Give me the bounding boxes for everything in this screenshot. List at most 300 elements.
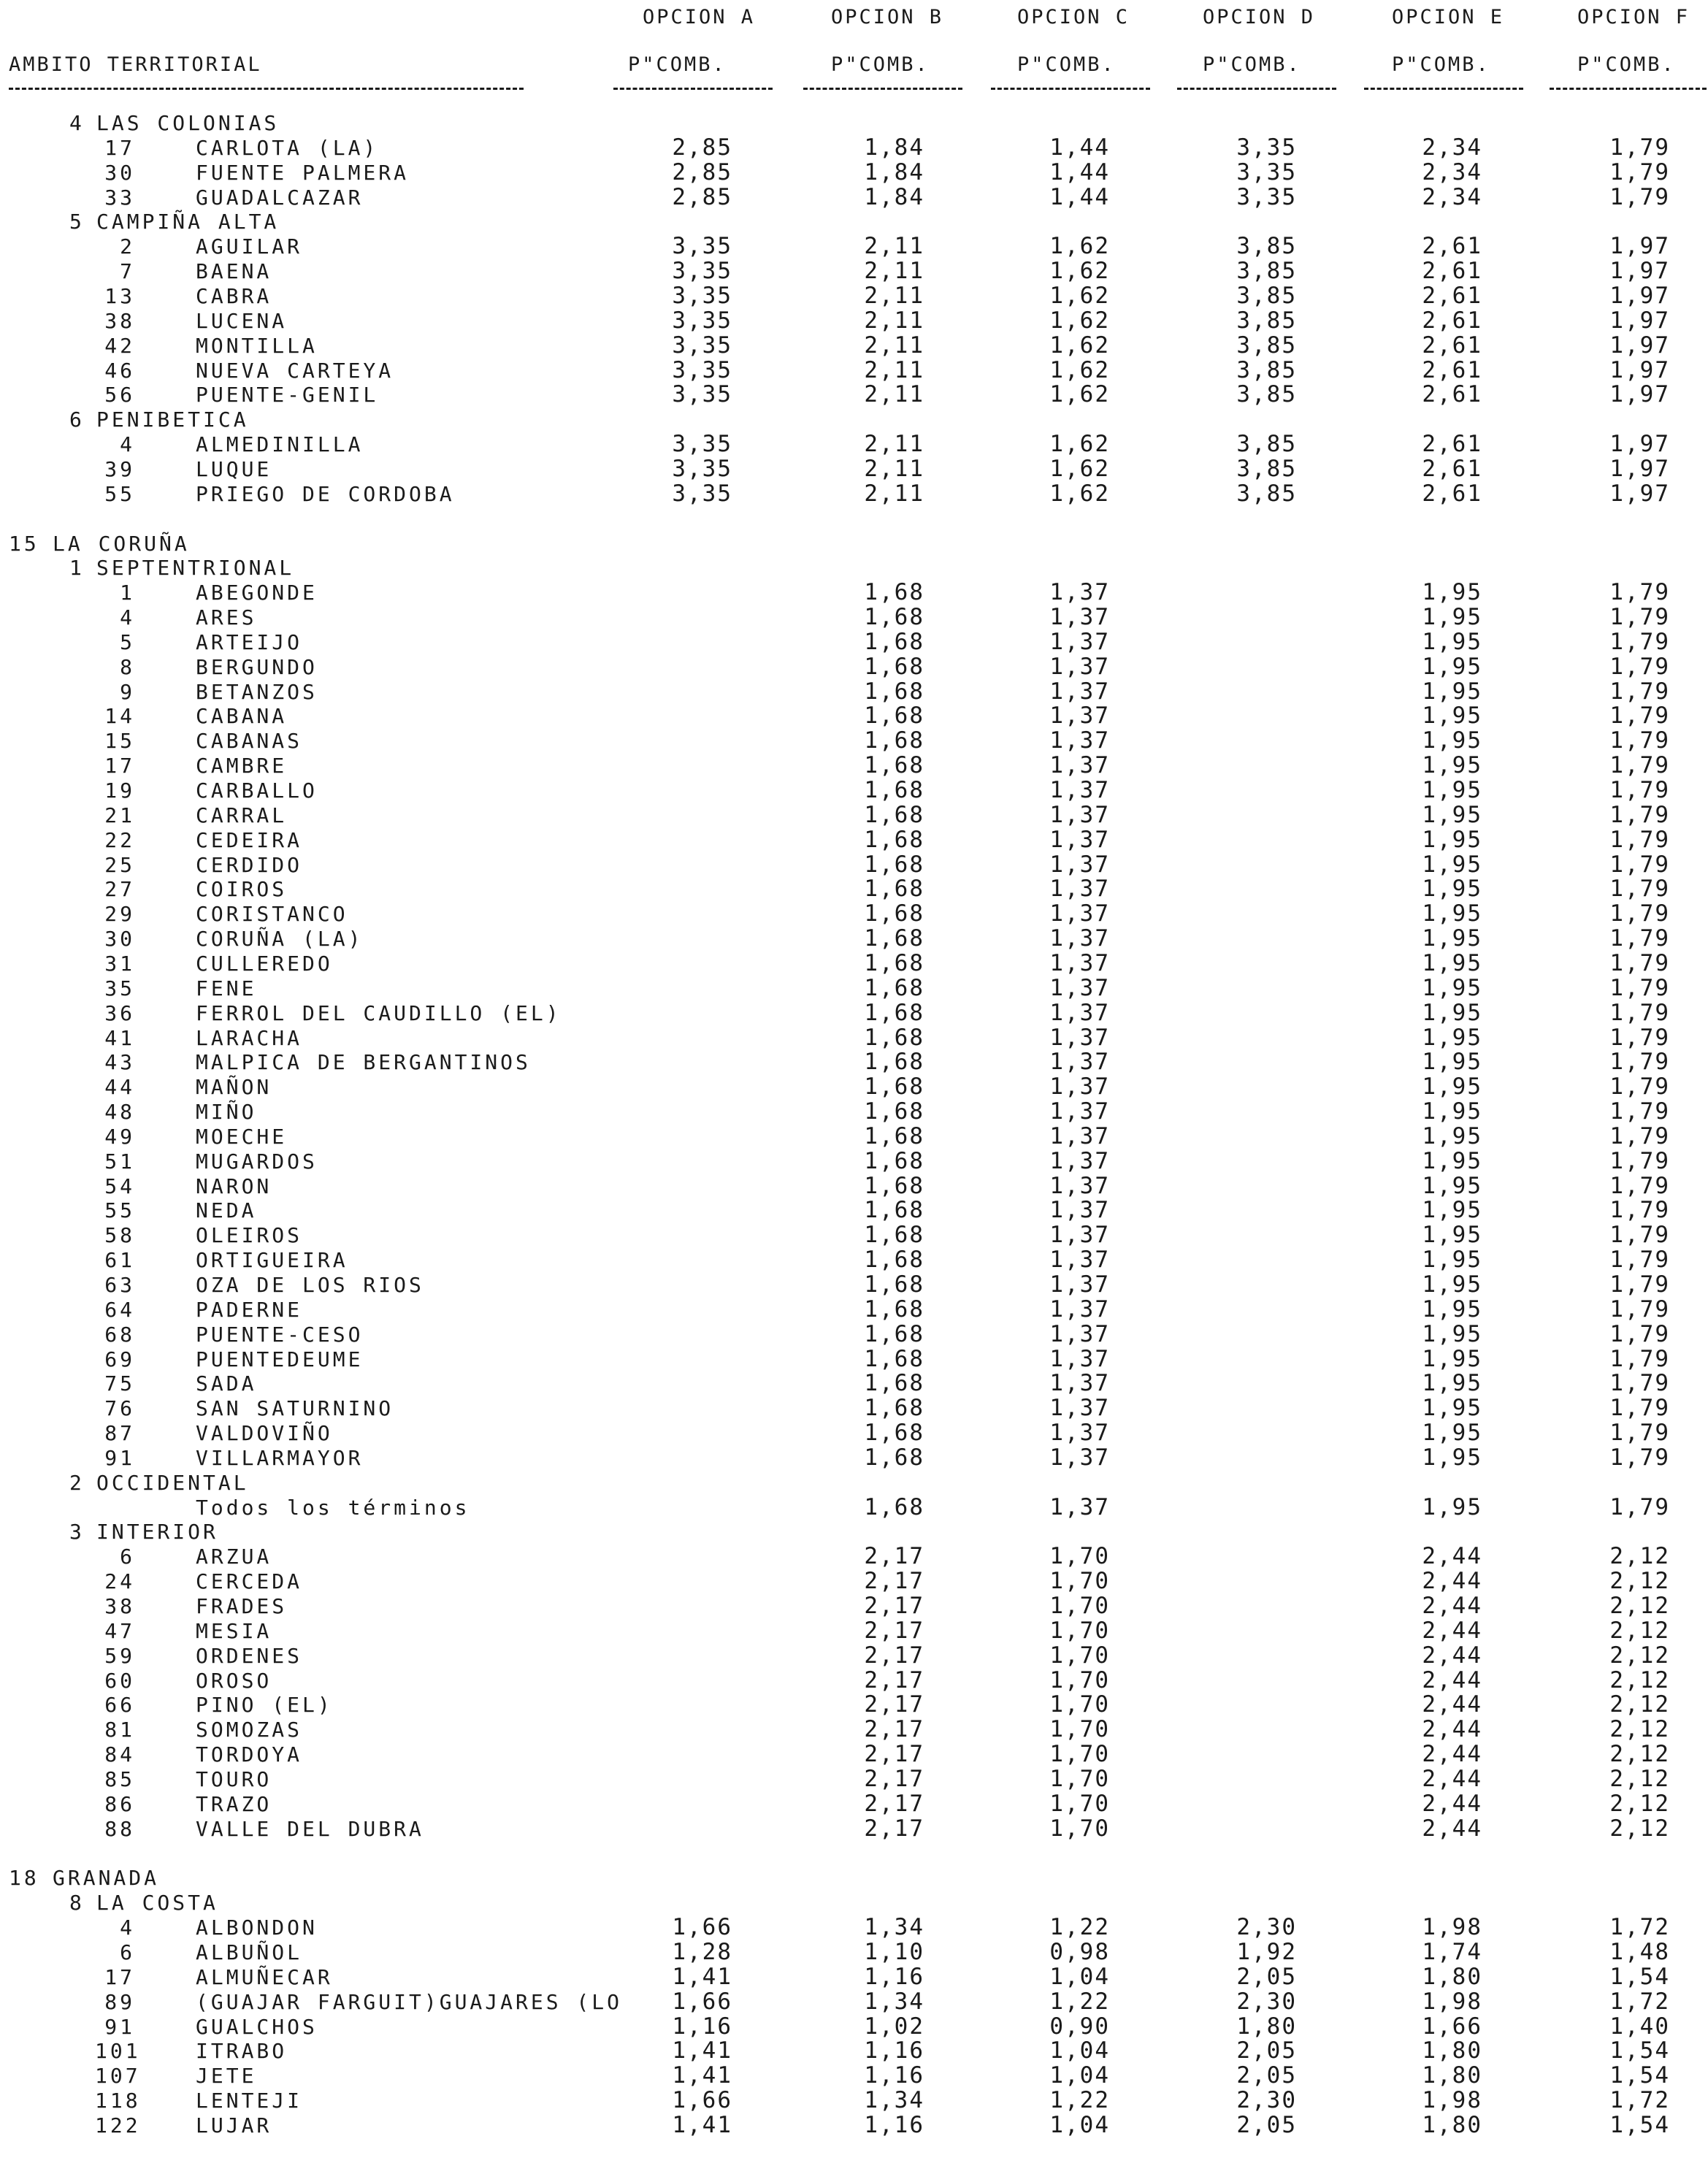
value-option-c: 1,37 [1049, 1493, 1110, 1520]
municipality-code: 17 [104, 135, 135, 160]
value-option-e: 2,34 [1422, 134, 1482, 161]
value-option-e: 1,95 [1422, 579, 1482, 606]
header-option-f: OPCION F [1577, 6, 1690, 28]
value-option-c: 1,37 [1049, 727, 1110, 754]
value-option-e: 1,80 [1422, 2062, 1482, 2089]
value-option-b: 2,17 [864, 1543, 924, 1570]
value-option-e: 2,44 [1422, 1642, 1482, 1669]
value-option-b: 2,11 [864, 307, 924, 334]
value-option-b: 1,68 [864, 1197, 924, 1224]
value-option-e: 1,95 [1422, 653, 1482, 680]
header-sublabel-e: P"COMB. [1392, 53, 1490, 76]
value-option-f: 1,97 [1609, 233, 1670, 260]
value-option-a: 3,35 [672, 381, 732, 408]
header-option-e: OPCION E [1392, 6, 1505, 28]
value-option-e: 1,95 [1422, 826, 1482, 853]
municipality-code: 87 [104, 1421, 135, 1446]
municipality-name: MALPICA DE BERGANTINOS [196, 1050, 531, 1075]
value-option-f: 2,12 [1609, 1593, 1670, 1619]
value-option-e: 2,61 [1422, 233, 1482, 260]
municipality-code: 8 [120, 654, 135, 679]
value-option-e: 2,44 [1422, 1766, 1482, 1792]
value-option-f: 1,79 [1609, 134, 1670, 161]
value-option-a: 3,35 [672, 233, 732, 260]
value-option-c: 1,37 [1049, 1222, 1110, 1249]
municipality-code: 51 [104, 1149, 135, 1174]
value-option-e: 1,95 [1422, 703, 1482, 730]
value-option-b: 2,17 [864, 1568, 924, 1595]
province-code: 18 [9, 1866, 39, 1891]
municipality-code: 49 [104, 1124, 135, 1149]
municipality-code: 38 [104, 308, 135, 333]
value-option-c: 1,37 [1049, 876, 1110, 903]
municipality-name: PRIEGO DE CORDOBA [196, 481, 455, 506]
value-option-b: 1,68 [864, 1247, 924, 1274]
municipality-name: ITRABO [196, 2039, 288, 2064]
value-option-c: 1,37 [1049, 628, 1110, 655]
municipality-name: CEDEIRA [196, 827, 303, 852]
value-option-b: 1,68 [864, 801, 924, 828]
municipality-code: 24 [104, 1569, 135, 1594]
value-option-b: 1,68 [864, 1073, 924, 1101]
value-option-f: 1,79 [1609, 777, 1670, 803]
value-option-c: 0,90 [1049, 2013, 1110, 2040]
municipality-name: FRADES [196, 1594, 288, 1618]
municipality-name: BERGUNDO [196, 654, 318, 679]
value-option-e: 1,95 [1422, 1370, 1482, 1397]
value-option-b: 1,68 [864, 1295, 924, 1323]
value-option-a: 3,35 [672, 431, 732, 457]
value-option-b: 1,68 [864, 1049, 924, 1076]
municipality-code: 81 [104, 1718, 135, 1742]
municipality-name: SAN SATURNINO [196, 1396, 394, 1421]
value-option-b: 2,17 [864, 1716, 924, 1743]
value-option-e: 1,95 [1422, 1247, 1482, 1274]
value-option-e: 2,44 [1422, 1568, 1482, 1595]
value-option-b: 2,11 [864, 283, 924, 309]
value-option-a: 2,85 [672, 134, 732, 161]
value-option-e: 1,95 [1422, 1024, 1482, 1051]
municipality-code: 66 [104, 1693, 135, 1718]
value-option-b: 2,17 [864, 1766, 924, 1792]
municipality-code: 4 [120, 605, 135, 629]
value-option-c: 1,37 [1049, 974, 1110, 1001]
value-option-f: 1,54 [1609, 2037, 1670, 2064]
value-option-c: 1,37 [1049, 1395, 1110, 1422]
municipality-name: CULLEREDO [196, 951, 333, 976]
value-option-e: 2,61 [1422, 283, 1482, 309]
municipality-name: BETANZOS [196, 679, 318, 704]
value-option-c: 1,22 [1049, 1914, 1110, 1941]
value-option-e: 1,95 [1422, 999, 1482, 1026]
value-option-f: 1,79 [1609, 703, 1670, 730]
value-option-e: 1,95 [1422, 1395, 1482, 1422]
value-option-b: 1,68 [864, 752, 924, 779]
value-option-b: 2,17 [864, 1617, 924, 1644]
value-option-c: 1,37 [1049, 949, 1110, 976]
header-option-b: OPCION B [831, 6, 944, 28]
value-option-e: 2,34 [1422, 158, 1482, 185]
value-option-f: 2,12 [1609, 1543, 1670, 1570]
value-option-b: 2,17 [864, 1790, 924, 1817]
municipality-code: 88 [104, 1816, 135, 1841]
value-option-e: 1,95 [1422, 851, 1482, 878]
value-option-c: 1,70 [1049, 1815, 1110, 1842]
value-option-c: 1,37 [1049, 1247, 1110, 1274]
value-option-d: 3,85 [1236, 455, 1297, 482]
value-option-d: 3,85 [1236, 332, 1297, 359]
value-option-c: 1,37 [1049, 579, 1110, 606]
value-option-f: 1,79 [1609, 1370, 1670, 1397]
value-option-b: 1,68 [864, 1024, 924, 1051]
value-option-a: 3,35 [672, 332, 732, 359]
value-option-e: 1,98 [1422, 2087, 1482, 2113]
value-option-f: 1,79 [1609, 974, 1670, 1001]
value-option-f: 1,79 [1609, 752, 1670, 779]
value-option-c: 1,62 [1049, 332, 1110, 359]
municipality-name: CABANA [196, 704, 288, 729]
municipality-name: ORTIGUEIRA [196, 1248, 348, 1273]
header-rule-c [991, 88, 1150, 90]
municipality-code: 91 [104, 1445, 135, 1470]
value-option-c: 1,22 [1049, 1988, 1110, 2015]
municipality-code: 13 [104, 284, 135, 308]
value-option-c: 1,37 [1049, 999, 1110, 1026]
value-option-c: 1,37 [1049, 703, 1110, 730]
value-option-e: 1,95 [1422, 604, 1482, 630]
value-option-f: 1,79 [1609, 801, 1670, 828]
municipality-name: ARTEIJO [196, 629, 303, 654]
value-option-c: 1,37 [1049, 1370, 1110, 1397]
value-option-c: 1,37 [1049, 801, 1110, 828]
value-option-f: 2,12 [1609, 1716, 1670, 1743]
value-option-e: 2,44 [1422, 1741, 1482, 1768]
value-option-e: 2,61 [1422, 258, 1482, 285]
value-option-e: 1,95 [1422, 1147, 1482, 1174]
value-option-f: 1,79 [1609, 1024, 1670, 1051]
value-option-c: 1,37 [1049, 777, 1110, 803]
value-option-d: 3,35 [1236, 134, 1297, 161]
value-option-a: 3,35 [672, 307, 732, 334]
value-option-b: 1,68 [864, 678, 924, 705]
value-option-b: 1,68 [864, 1147, 924, 1174]
value-option-b: 1,68 [864, 1345, 924, 1372]
municipality-name: SOMOZAS [196, 1718, 303, 1742]
value-option-b: 1,68 [864, 1420, 924, 1447]
value-option-e: 2,44 [1422, 1666, 1482, 1693]
municipality-name: LENTEJI [196, 2089, 303, 2113]
municipality-name: FENE [196, 976, 257, 1000]
municipality-code: 68 [104, 1322, 135, 1347]
value-option-d: 3,85 [1236, 381, 1297, 408]
value-option-c: 1,62 [1049, 283, 1110, 309]
value-option-e: 1,95 [1422, 628, 1482, 655]
municipality-code: 43 [104, 1050, 135, 1075]
municipality-code: 60 [104, 1668, 135, 1693]
value-option-b: 1,68 [864, 1271, 924, 1298]
value-option-c: 1,04 [1049, 2111, 1110, 2138]
value-option-f: 1,97 [1609, 332, 1670, 359]
value-option-f: 1,48 [1609, 1938, 1670, 1965]
municipality-name: ABEGONDE [196, 581, 318, 605]
value-option-f: 1,79 [1609, 1420, 1670, 1447]
value-option-c: 1,62 [1049, 480, 1110, 507]
value-option-e: 1,95 [1422, 727, 1482, 754]
value-option-b: 1,68 [864, 1122, 924, 1149]
municipality-name: CORUÑA (LA) [196, 927, 364, 951]
municipality-code: 17 [104, 754, 135, 778]
value-option-e: 2,61 [1422, 480, 1482, 507]
municipality-name: CARRAL [196, 803, 288, 827]
municipality-name: FUENTE PALMERA [196, 160, 410, 185]
value-option-d: 2,05 [1236, 2062, 1297, 2089]
value-option-e: 1,95 [1422, 1122, 1482, 1149]
value-option-c: 1,62 [1049, 431, 1110, 457]
value-option-d: 2,05 [1236, 2111, 1297, 2138]
municipality-name: Todos los términos [196, 1495, 470, 1520]
value-option-f: 2,12 [1609, 1766, 1670, 1792]
value-option-e: 1,95 [1422, 1320, 1482, 1347]
value-option-f: 1,79 [1609, 826, 1670, 853]
value-option-c: 1,70 [1049, 1790, 1110, 1817]
municipality-code: 27 [104, 877, 135, 902]
municipality-name: GUADALCAZAR [196, 185, 364, 210]
value-option-b: 1,68 [864, 777, 924, 803]
value-option-c: 0,98 [1049, 1938, 1110, 1965]
value-option-c: 1,37 [1049, 925, 1110, 952]
municipality-name: CERDIDO [196, 852, 303, 877]
municipality-code: 6 [120, 1940, 135, 1964]
value-option-a: 3,35 [672, 455, 732, 482]
value-option-e: 1,80 [1422, 2111, 1482, 2138]
value-option-b: 2,17 [864, 1691, 924, 1718]
municipality-code: 55 [104, 1198, 135, 1223]
municipality-code: 85 [104, 1767, 135, 1791]
value-option-e: 1,95 [1422, 974, 1482, 1001]
municipality-name: OROSO [196, 1668, 272, 1693]
value-option-f: 1,79 [1609, 1197, 1670, 1224]
value-option-f: 1,79 [1609, 1172, 1670, 1199]
municipality-name: ORDENES [196, 1643, 303, 1668]
municipality-name: CARBALLO [196, 778, 318, 803]
municipality-code: 30 [104, 927, 135, 951]
municipality-code: 118 [95, 2089, 141, 2113]
municipality-name: FERROL DEL CAUDILLO (EL) [196, 1000, 562, 1025]
municipality-code: 84 [104, 1742, 135, 1767]
province-name: GRANADA [53, 1866, 160, 1891]
municipality-code: 122 [95, 2113, 141, 2137]
value-option-b: 1,68 [864, 949, 924, 976]
value-option-f: 1,97 [1609, 258, 1670, 285]
municipality-code: 33 [104, 185, 135, 210]
municipality-code: 15 [104, 729, 135, 754]
value-option-f: 2,12 [1609, 1617, 1670, 1644]
province-name: LA CORUÑA [53, 531, 190, 556]
value-option-b: 1,16 [864, 2062, 924, 2089]
value-option-f: 1,54 [1609, 2111, 1670, 2138]
municipality-code: 86 [104, 1791, 135, 1816]
value-option-f: 1,97 [1609, 356, 1670, 383]
value-option-e: 1,95 [1422, 777, 1482, 803]
municipality-code: 48 [104, 1100, 135, 1124]
municipality-code: 42 [104, 333, 135, 358]
value-option-d: 3,35 [1236, 158, 1297, 185]
value-option-a: 1,41 [672, 2037, 732, 2064]
municipality-name: ALBONDON [196, 1915, 318, 1940]
value-option-c: 1,37 [1049, 1444, 1110, 1471]
value-option-a: 2,85 [672, 183, 732, 210]
value-option-f: 1,79 [1609, 678, 1670, 705]
header-rule-ambito [9, 88, 524, 90]
municipality-code: 44 [104, 1075, 135, 1100]
municipality-code: 36 [104, 1000, 135, 1025]
value-option-f: 1,79 [1609, 1320, 1670, 1347]
value-option-b: 1,16 [864, 2111, 924, 2138]
value-option-b: 2,11 [864, 356, 924, 383]
value-option-b: 1,68 [864, 876, 924, 903]
municipality-name: MIÑO [196, 1100, 257, 1124]
value-option-f: 1,79 [1609, 158, 1670, 185]
header-option-d: OPCION D [1203, 6, 1316, 28]
municipality-name: ARES [196, 605, 257, 629]
comarca-name: SEPTENTRIONAL [96, 556, 295, 581]
comarca-name: LAS COLONIAS [96, 111, 280, 135]
value-option-c: 1,62 [1049, 356, 1110, 383]
value-option-b: 1,68 [864, 900, 924, 927]
value-option-b: 1,68 [864, 925, 924, 952]
value-option-e: 1,95 [1422, 925, 1482, 952]
value-option-f: 2,12 [1609, 1568, 1670, 1595]
value-option-e: 2,61 [1422, 332, 1482, 359]
municipality-code: 41 [104, 1025, 135, 1050]
value-option-d: 2,05 [1236, 2037, 1297, 2064]
municipality-name: LUJAR [196, 2113, 272, 2137]
municipality-name: LUCENA [196, 308, 288, 333]
value-option-f: 1,79 [1609, 183, 1670, 210]
value-option-c: 1,70 [1049, 1593, 1110, 1619]
municipality-name: ALMUÑECAR [196, 1964, 333, 1989]
header-rule-f [1550, 88, 1707, 90]
header-rule-a [613, 88, 773, 90]
value-option-f: 1,54 [1609, 2062, 1670, 2089]
municipality-code: 35 [104, 976, 135, 1000]
value-option-c: 1,70 [1049, 1617, 1110, 1644]
value-option-b: 1,68 [864, 1444, 924, 1471]
municipality-name: CAMBRE [196, 754, 288, 778]
value-option-c: 1,62 [1049, 258, 1110, 285]
municipality-name: TORDOYA [196, 1742, 303, 1767]
value-option-b: 1,84 [864, 158, 924, 185]
value-option-e: 1,95 [1422, 1420, 1482, 1447]
value-option-c: 1,70 [1049, 1691, 1110, 1718]
value-option-b: 2,11 [864, 381, 924, 408]
value-option-c: 1,37 [1049, 1073, 1110, 1101]
value-option-b: 1,16 [864, 2037, 924, 2064]
municipality-code: 101 [95, 2039, 141, 2064]
value-option-c: 1,44 [1049, 134, 1110, 161]
value-option-b: 1,34 [864, 2087, 924, 2113]
municipality-code: 21 [104, 803, 135, 827]
value-option-f: 2,12 [1609, 1642, 1670, 1669]
value-option-c: 1,37 [1049, 1295, 1110, 1323]
value-option-a: 1,66 [672, 1914, 732, 1941]
value-option-d: 2,30 [1236, 2087, 1297, 2113]
value-option-b: 1,68 [864, 974, 924, 1001]
value-option-a: 3,35 [672, 356, 732, 383]
value-option-e: 2,44 [1422, 1617, 1482, 1644]
municipality-code: 59 [104, 1643, 135, 1668]
municipality-code: 9 [120, 679, 135, 704]
value-option-c: 1,04 [1049, 1963, 1110, 1990]
value-option-b: 1,84 [864, 183, 924, 210]
value-option-f: 1,97 [1609, 381, 1670, 408]
value-option-c: 1,70 [1049, 1716, 1110, 1743]
municipality-name: PUENTE-CESO [196, 1322, 364, 1347]
value-option-c: 1,44 [1049, 183, 1110, 210]
value-option-c: 1,37 [1049, 826, 1110, 853]
value-option-f: 1,79 [1609, 1395, 1670, 1422]
municipality-name: TOURO [196, 1767, 272, 1791]
municipality-name: NUEVA CARTEYA [196, 358, 394, 383]
municipality-name: MOECHE [196, 1124, 288, 1149]
value-option-e: 1,98 [1422, 1988, 1482, 2015]
value-option-f: 1,79 [1609, 1147, 1670, 1174]
municipality-name: NEDA [196, 1198, 257, 1223]
header-sublabel-f: P"COMB. [1577, 53, 1676, 76]
value-option-c: 1,62 [1049, 455, 1110, 482]
value-option-e: 1,95 [1422, 801, 1482, 828]
municipality-name: TRAZO [196, 1791, 272, 1816]
value-option-c: 1,37 [1049, 653, 1110, 680]
value-option-b: 2,17 [864, 1741, 924, 1768]
value-option-c: 1,37 [1049, 604, 1110, 630]
value-option-b: 1,10 [864, 1938, 924, 1965]
header-option-a: OPCION A [643, 6, 756, 28]
comarca-code: 5 [69, 210, 85, 234]
value-option-e: 1,95 [1422, 1345, 1482, 1372]
value-option-b: 2,17 [864, 1815, 924, 1842]
value-option-c: 1,37 [1049, 678, 1110, 705]
value-option-d: 3,85 [1236, 233, 1297, 260]
municipality-name: AGUILAR [196, 234, 303, 259]
municipality-name: NARON [196, 1174, 272, 1198]
municipality-code: 22 [104, 827, 135, 852]
value-option-c: 1,70 [1049, 1543, 1110, 1570]
value-option-e: 1,95 [1422, 1295, 1482, 1323]
value-option-d: 2,30 [1236, 1914, 1297, 1941]
value-option-d: 3,35 [1236, 183, 1297, 210]
value-option-b: 1,34 [864, 1988, 924, 2015]
municipality-code: 89 [104, 1989, 135, 2014]
municipality-name: PUENTE-GENIL [196, 383, 379, 407]
value-option-e: 2,44 [1422, 1593, 1482, 1619]
value-option-f: 2,12 [1609, 1815, 1670, 1842]
value-option-e: 1,66 [1422, 2013, 1482, 2040]
municipality-code: 31 [104, 951, 135, 976]
value-option-c: 1,70 [1049, 1642, 1110, 1669]
value-option-f: 1,97 [1609, 455, 1670, 482]
header-rule-d [1177, 88, 1336, 90]
value-option-f: 1,72 [1609, 1914, 1670, 1941]
value-option-e: 1,95 [1422, 1444, 1482, 1471]
municipality-name: MESIA [196, 1618, 272, 1643]
municipality-code: 76 [104, 1396, 135, 1421]
municipality-code: 39 [104, 456, 135, 481]
value-option-b: 1,68 [864, 579, 924, 606]
municipality-name: CABANAS [196, 729, 303, 754]
comarca-name: OCCIDENTAL [96, 1470, 249, 1495]
value-option-c: 1,04 [1049, 2062, 1110, 2089]
